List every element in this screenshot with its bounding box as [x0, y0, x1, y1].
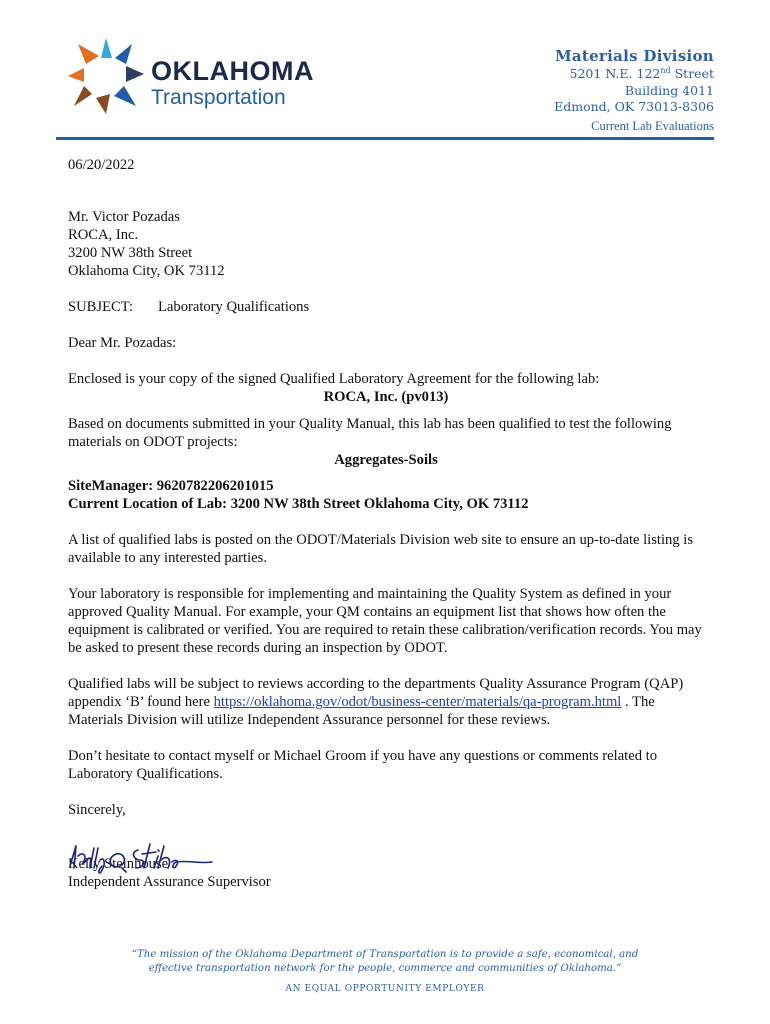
letter-body: [68, 156, 704, 891]
mission-statement: “The mission of the Oklahoma Department of Transportation is to provide a safe, economical, and effective transportation network for the people, commerce and communities of Oklahoma.”: [131, 949, 639, 974]
address-line-1: 5201 N.E. 122nd Street: [569, 66, 714, 81]
salutation: Dear Mr. Pozadas:: [68, 335, 177, 351]
header-divider: [56, 137, 714, 140]
document-label: Current Lab Evaluations: [591, 118, 714, 133]
odot-logo: [66, 36, 326, 116]
equal-opportunity-notice: AN EQUAL OPPORTUNITY EMPLOYER: [285, 984, 485, 994]
recipient-line: 3200 NW 38th Street: [68, 245, 193, 261]
paragraph-1: Enclosed is your copy of the signed Qualified Laboratory Agreement for the following lab:: [68, 371, 600, 387]
signer-name: Kelly Steinhouse: [68, 856, 169, 872]
qualified-materials: Aggregates-Soils: [334, 452, 438, 468]
sitemanager-id: SiteManager: 9620782206201015: [68, 478, 274, 494]
lab-name: ROCA, Inc. (pv013): [323, 389, 449, 405]
star-logo-icon: [66, 36, 146, 116]
closing: Sincerely,: [68, 802, 126, 818]
qa-program-link[interactable]: https://oklahoma.gov/odot/business-center/materials/qa-program.html: [213, 694, 622, 710]
address-line-3: Edmond, OK 73013-8306: [554, 99, 714, 114]
recipient-line: ROCA, Inc.: [68, 227, 139, 243]
division-address: [554, 46, 714, 134]
division-title: Materials Division: [554, 47, 714, 65]
logo-subword: Transportation: [151, 86, 286, 109]
subject-line: SUBJECT: Laboratory Qualifications: [68, 299, 310, 315]
recipient-line: Mr. Victor Pozadas: [68, 209, 180, 225]
paragraph-2: Based on documents submitted in your Quality Manual, this lab has been qualified to test the following materials on ODOT projects:: [68, 416, 672, 450]
signer-title: Independent Assurance Supervisor: [68, 874, 271, 890]
handwritten-signature: [66, 838, 216, 878]
paragraph-4: Your laboratory is responsible for implementing and maintaining the Quality System as defined in your approved Quality Manual. For example, your QM contains an equipment list that shows how often the equipment is calibrated or verified. You are required to retain these calibration/verification records. You may be asked to present these records during an inspection by ODOT.: [68, 586, 702, 656]
logo-wordmark: OKLAHOMA: [151, 56, 314, 86]
paragraph-5: Qualified labs will be subject to reviews according to the departments Quality Assurance Program (QAP) appendix ‘B’ found here https://oklahoma.gov/odot/business-center/materials/qa-program.html . The Materials Division will utilize Independent Assurance personnel for these reviews.: [68, 676, 684, 728]
paragraph-6: Don’t hesitate to contact myself or Michael Groom if you have any questions or comments related to Laboratory Qualifications.: [68, 748, 658, 782]
lab-location: Current Location of Lab: 3200 NW 38th Street Oklahoma City, OK 73112: [68, 496, 529, 512]
address-line-2: Building 4011: [624, 82, 714, 98]
paragraph-3: A list of qualified labs is posted on the ODOT/Materials Division web site to ensure an up-to-date listing is available to any interested parties.: [68, 532, 694, 566]
letter-date: 06/20/2022: [68, 157, 135, 173]
recipient-line: Oklahoma City, OK 73112: [68, 263, 225, 279]
